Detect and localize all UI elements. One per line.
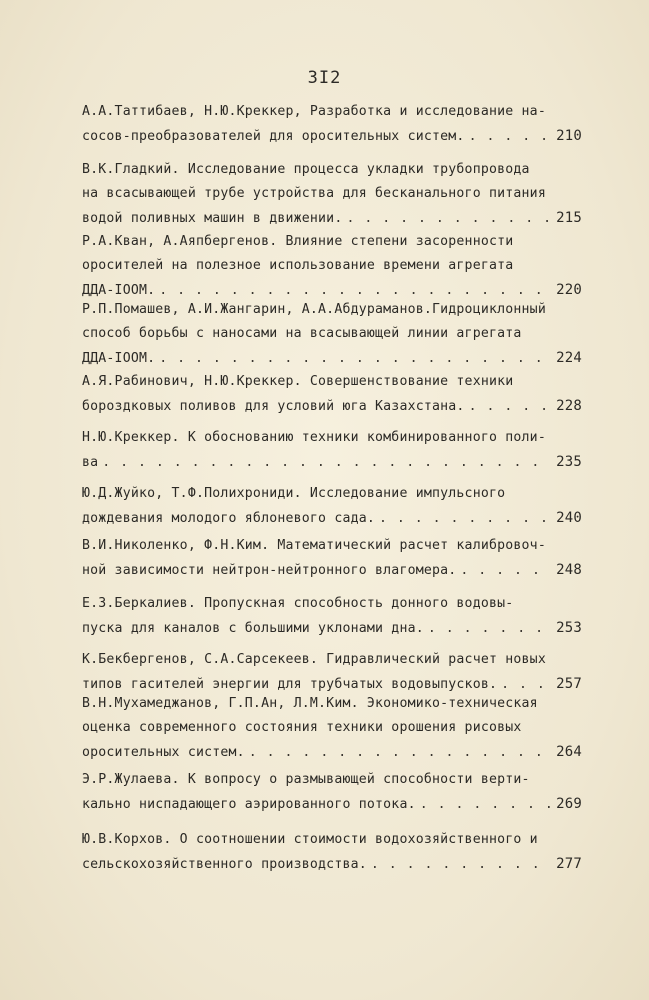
- entry-text-line: Р.П.Помашев, А.И.Жангарин, А.А.Абдураманов.Гидроциклонный: [82, 302, 546, 317]
- entry-last-line: [82, 394, 582, 419]
- entry-text-line: способ борьбы с наносами на всасывающей линии агрегата: [82, 326, 522, 341]
- entry-text-line: оросительных систем.: [82, 745, 245, 760]
- dot-leader: [159, 347, 552, 371]
- entry-page-number: 220: [556, 282, 582, 298]
- entry-text-line: В.К.Гладкий. Исследование процесса укладки трубопровода: [82, 162, 530, 177]
- entry-page-number: 240: [556, 510, 582, 526]
- entry-text-line: Н.Ю.Креккер. К обоснованию техники комбинированного поли-: [82, 430, 546, 445]
- toc-entry: [82, 482, 582, 531]
- entry-text-line: ва: [82, 455, 99, 470]
- entry-text-line: К.Бекбергенов, С.А.Сарсекеев. Гидравлический расчет новых: [82, 652, 546, 667]
- entry-text-line: В.И.Николенко, Ф.Н.Ким. Математический расчет калибровоч-: [82, 538, 546, 553]
- entry-page-number: 235: [556, 454, 582, 470]
- entry-text-line: А.Я.Рабинович, Н.Ю.Креккер. Совершенствование техники: [82, 374, 514, 389]
- toc-entry: [82, 230, 582, 303]
- entry-page-number: 277: [556, 856, 582, 872]
- toc-entry: [82, 370, 582, 419]
- entry-text-line: ной зависимости нейтрон-нейтронного влагомера.: [82, 563, 457, 578]
- dot-leader: [249, 741, 552, 765]
- entry-text-line: А.А.Таттибаев, Н.Ю.Креккер, Разработка и исследование на-: [82, 104, 546, 119]
- entry-last-line: [82, 792, 582, 817]
- entry-text-line: Ю.В.Корхов. О соотношении стоимости водохозяйственного и: [82, 832, 538, 847]
- entry-page-number: 253: [556, 620, 582, 636]
- toc-entry: [82, 592, 582, 641]
- entry-page-number: 215: [556, 210, 582, 226]
- entry-last-line: [82, 852, 582, 877]
- entry-text-line: кально ниспадающего аэрированного потока.: [82, 797, 416, 812]
- entry-text-line: Е.З.Беркалиев. Пропускная способность донного водовы-: [82, 596, 514, 611]
- toc-entry: [82, 298, 582, 371]
- entry-last-line: [82, 124, 582, 149]
- entry-text-line: бороздковых поливов для условий юга Казахстана.: [82, 399, 465, 414]
- dot-leader: [379, 507, 552, 531]
- entry-page-number: 224: [556, 350, 582, 366]
- entry-last-line: [82, 346, 582, 371]
- entry-text-line: Э.Р.Жулаева. К вопросу о размывающей способности верти-: [82, 772, 530, 787]
- entry-page-number: 264: [556, 744, 582, 760]
- entry-text-line: на всасывающей трубе устройства для бесканального питания: [82, 186, 546, 201]
- dot-leader: [469, 125, 552, 149]
- entry-page-number: 210: [556, 128, 582, 144]
- toc-entry: [82, 426, 582, 475]
- dot-leader: [469, 395, 552, 419]
- entry-page-number: 269: [556, 796, 582, 812]
- toc-entry: [82, 648, 582, 697]
- entry-last-line: [82, 450, 582, 475]
- dot-leader: [428, 617, 552, 641]
- entry-text-line: сельскохозяйственного производства.: [82, 857, 367, 872]
- entry-page-number: 248: [556, 562, 582, 578]
- dot-leader: [346, 207, 552, 231]
- entry-text-line: ДДА-IOOM.: [82, 351, 156, 366]
- entry-last-line: [82, 616, 582, 641]
- entry-text-line: водой поливных машин в движении.: [82, 211, 343, 226]
- entry-text-line: ДДА-IOOM.: [82, 283, 156, 298]
- entry-text-line: типов гасителей энергии для трубчатых водовыпусков.: [82, 677, 498, 692]
- toc-entry: [82, 828, 582, 877]
- dot-leader: [460, 559, 552, 583]
- dot-leader: [371, 853, 552, 877]
- entry-last-line: [82, 506, 582, 531]
- page-number: 3I2: [307, 68, 342, 88]
- toc-entry: [82, 158, 582, 231]
- toc-entry: [82, 692, 582, 765]
- entry-text-line: В.Н.Мухамеджанов, Г.П.Ан, Л.М.Ким. Экономико-техническая: [82, 696, 538, 711]
- entry-page-number: 257: [556, 676, 582, 692]
- entry-text-line: сосов-преобразователей для оросительных систем.: [82, 129, 465, 144]
- entry-last-line: [82, 740, 582, 765]
- entry-page-number: 228: [556, 398, 582, 414]
- entry-text-line: Р.А.Кван, А.Аяпбергенов. Влияние степени засоренности: [82, 234, 514, 249]
- toc-entry: [82, 100, 582, 149]
- entry-last-line: [82, 206, 582, 231]
- entry-text-line: пуска для каналов с большими уклонами дна.: [82, 621, 424, 636]
- entry-text-line: оценка современного состояния техники орошения рисовых: [82, 720, 522, 735]
- dot-leader: [102, 451, 552, 475]
- toc-entry: [82, 768, 582, 817]
- toc-entry: [82, 534, 582, 583]
- entry-text-line: Ю.Д.Жуйко, Т.Ф.Полихрониди. Исследование импульсного: [82, 486, 506, 501]
- dot-leader: [420, 793, 552, 817]
- entry-last-line: [82, 558, 582, 583]
- entry-text-line: оросителей на полезное использование времени агрегата: [82, 258, 514, 273]
- entry-text-line: дождевания молодого яблоневого сада.: [82, 511, 376, 526]
